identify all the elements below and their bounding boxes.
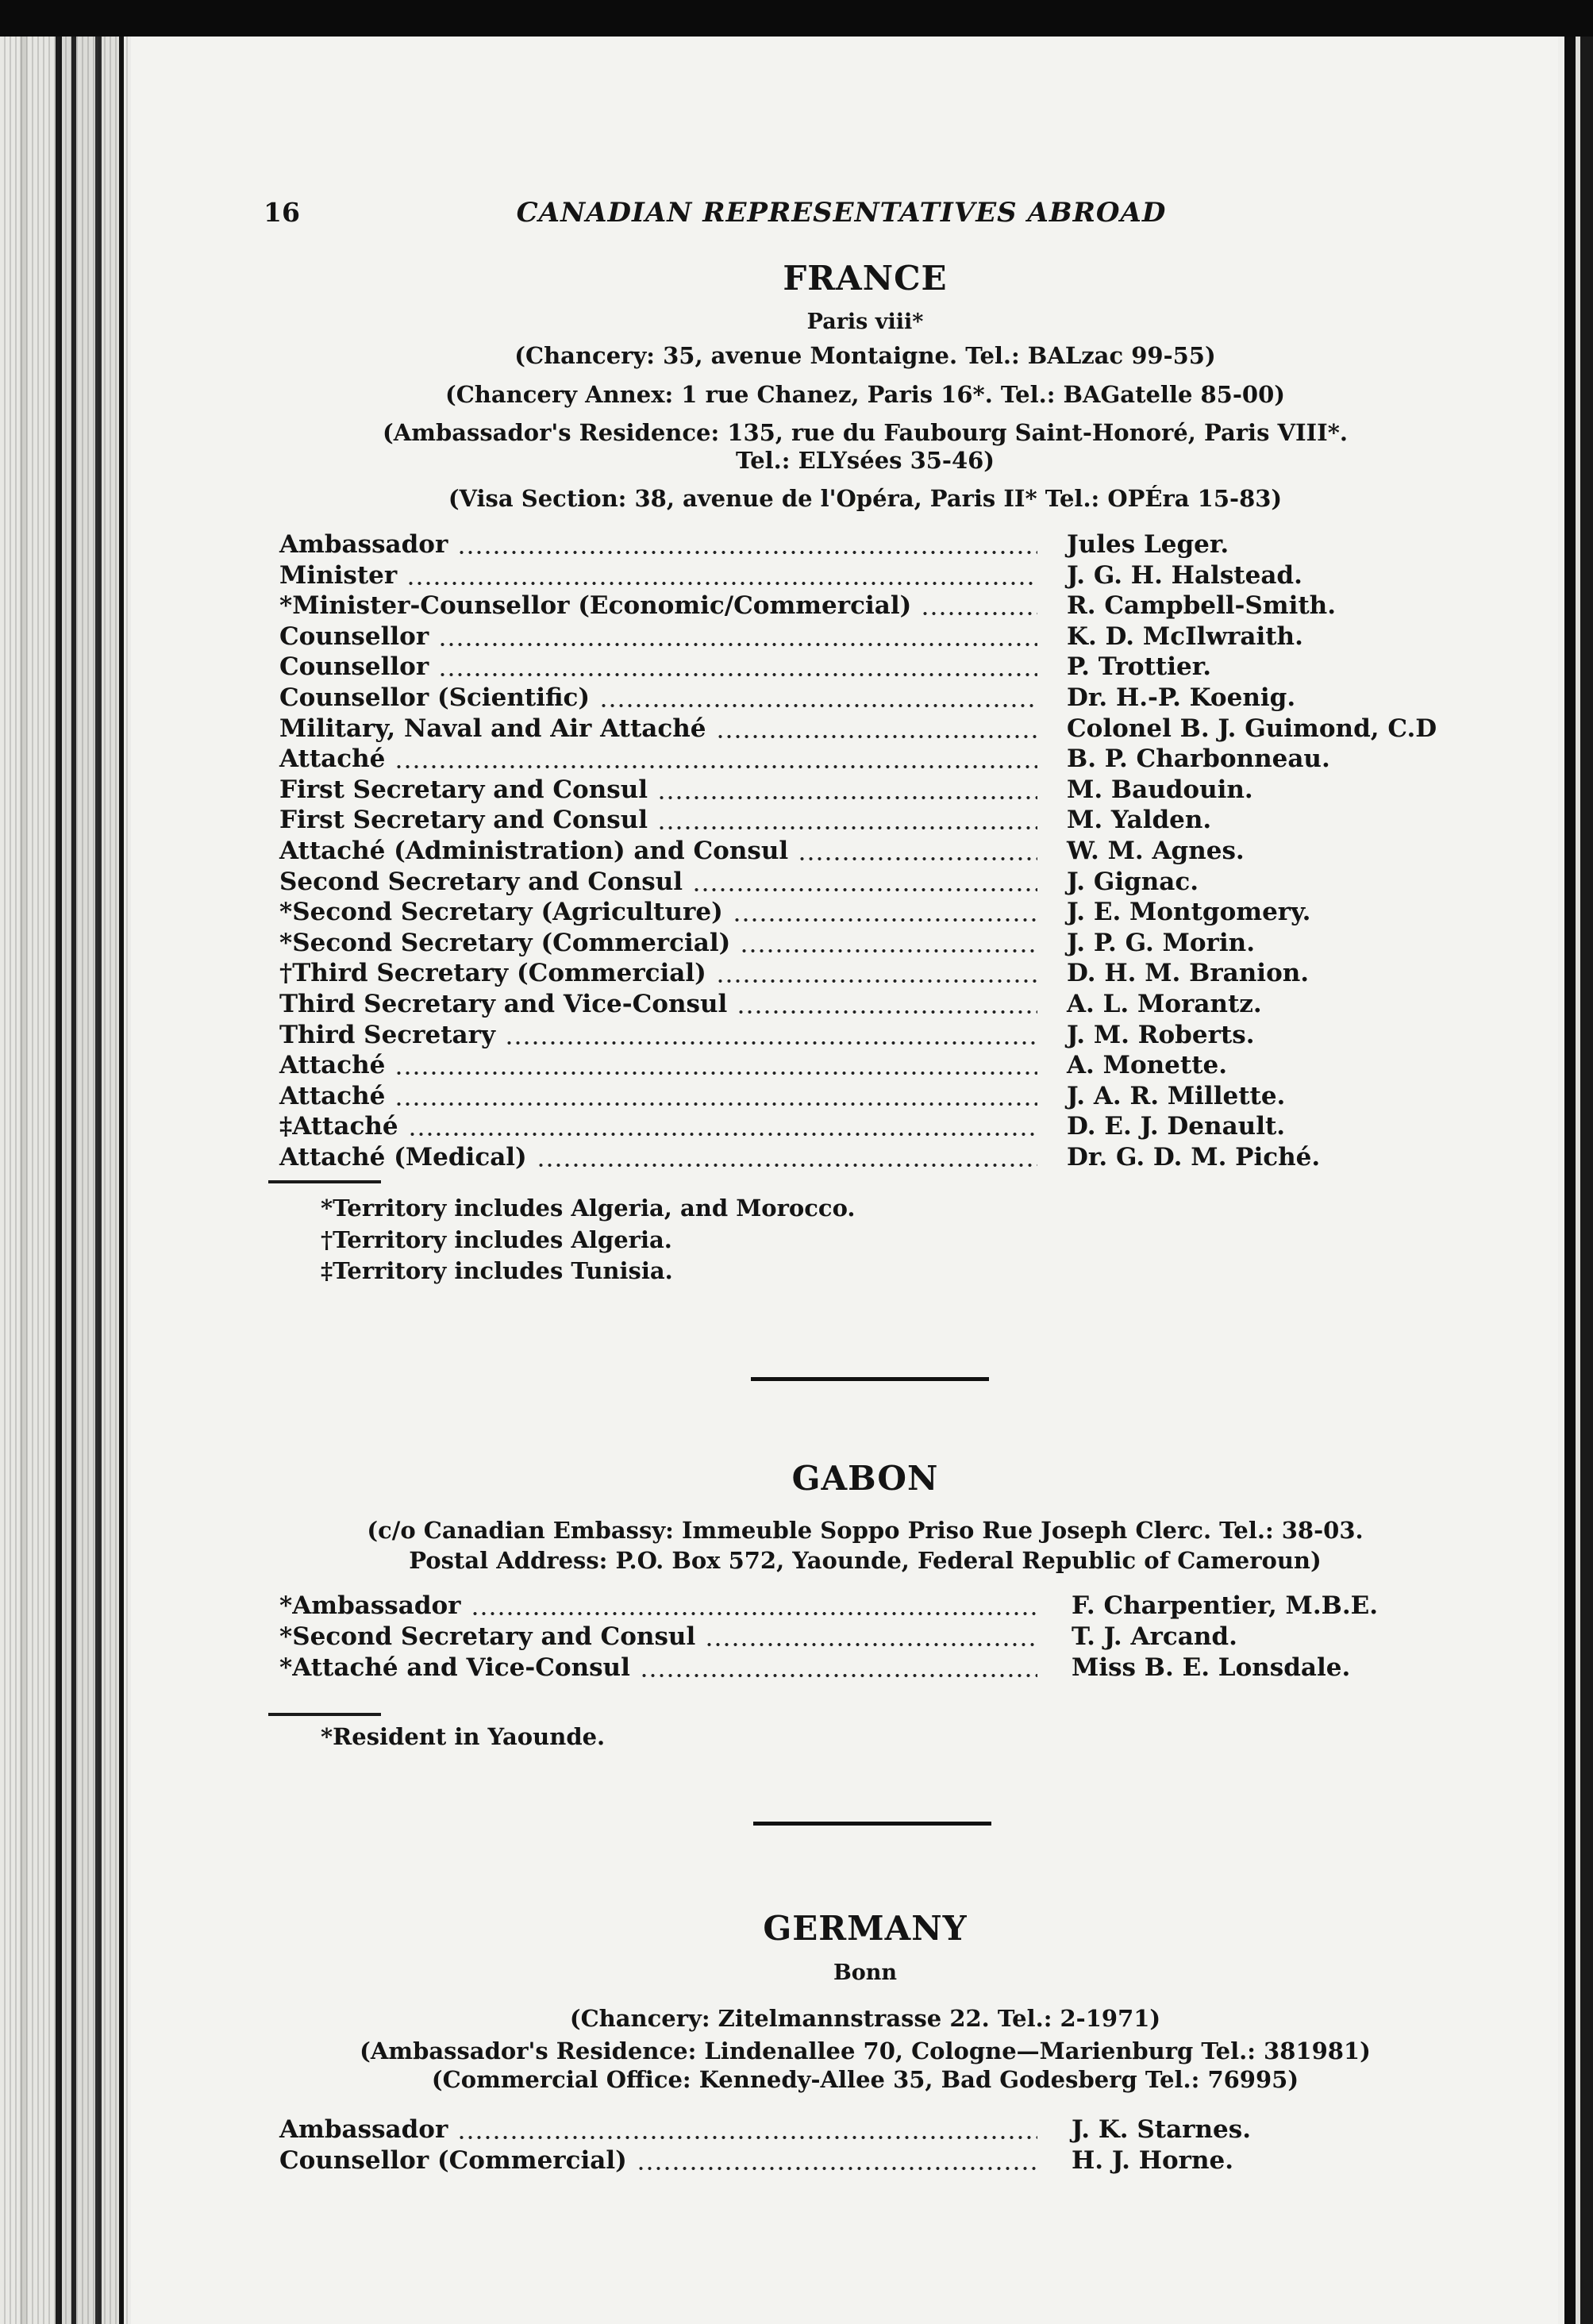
germany-residence-address: (Ambassador's Residence: Lindenallee 70, Cologne—Marienburg Tel.: 381981) bbox=[360, 2037, 1371, 2064]
france-footnote: †Territory includes Algeria. bbox=[321, 1226, 672, 1253]
section-separator bbox=[751, 1377, 989, 1381]
staff-name: J. K. Starnes. bbox=[1072, 2115, 1252, 2144]
leader-dots bbox=[457, 2135, 1037, 2140]
germany-chancery-address: (Chancery: Zitelmannstrasse 22. Tel.: 2-1971) bbox=[569, 2005, 1161, 2032]
leader-dots bbox=[733, 918, 1037, 922]
staff-role: †Third Secretary (Commercial) bbox=[279, 959, 706, 988]
staff-name: W. M. Agnes. bbox=[1067, 837, 1245, 865]
france-visa-address: (Visa Section: 38, avenue de l'Opéra, Paris II* Tel.: OPÉra 15-83) bbox=[448, 485, 1283, 512]
staff-name: J. G. H. Halstead. bbox=[1067, 560, 1302, 590]
staff-role: First Secretary and Consul bbox=[279, 806, 648, 835]
section-title-gabon: GABON bbox=[791, 1459, 939, 1498]
germany-commercial-office-address: (Commercial Office: Kennedy-Allee 35, Bad Godesberg Tel.: 76995) bbox=[431, 2066, 1299, 2093]
staff-role: Counsellor (Scientific) bbox=[279, 683, 591, 712]
staff-name: B. P. Charbonneau. bbox=[1067, 745, 1330, 774]
leader-dots bbox=[640, 1673, 1037, 1678]
staff-name: H. J. Horne. bbox=[1072, 2146, 1234, 2175]
france-city: Paris viii* bbox=[806, 310, 924, 334]
staff-name: Jules Leger. bbox=[1067, 530, 1229, 559]
staff-name: J. E. Montgomery. bbox=[1067, 898, 1311, 927]
staff-role: Third Secretary bbox=[279, 1020, 495, 1049]
section-title-germany: GERMANY bbox=[763, 1909, 968, 1948]
staff-role: Attaché (Medical) bbox=[279, 1143, 527, 1172]
staff-name: P. Trottier. bbox=[1067, 652, 1212, 682]
staff-name: M. Yalden. bbox=[1067, 806, 1212, 835]
leader-dots bbox=[438, 672, 1037, 677]
staff-name: T. J. Arcand. bbox=[1072, 1622, 1237, 1651]
staff-role: ‡Attaché bbox=[279, 1112, 398, 1141]
staff-role: Ambassador bbox=[279, 530, 448, 559]
staff-role: Counsellor bbox=[279, 652, 429, 682]
leader-dots bbox=[505, 1041, 1037, 1045]
page-number: 16 bbox=[264, 197, 300, 228]
staff-role: Ambassador bbox=[279, 2115, 448, 2144]
staff-role: Military, Naval and Air Attaché bbox=[279, 714, 706, 743]
france-chancery-annex-address: (Chancery Annex: 1 rue Chanez, Paris 16*. Tel.: BAGatelle 85-00) bbox=[445, 381, 1285, 408]
staff-name: K. D. McIlwraith. bbox=[1067, 621, 1303, 651]
staff-name: J. P. G. Morin. bbox=[1067, 928, 1255, 957]
leader-dots bbox=[657, 795, 1037, 800]
staff-role: *Minister-Counsellor (Economic/Commercial) bbox=[279, 591, 912, 621]
leader-dots bbox=[406, 581, 1037, 586]
running-title: CANADIAN REPRESENTATIVES ABROAD bbox=[516, 197, 1167, 229]
leader-dots bbox=[737, 1010, 1037, 1014]
leader-dots bbox=[457, 550, 1037, 555]
leader-dots bbox=[716, 734, 1037, 739]
staff-name: Dr. H.-P. Koenig. bbox=[1067, 683, 1296, 712]
leader-dots bbox=[740, 948, 1037, 953]
leader-dots bbox=[394, 1102, 1037, 1106]
staff-role: First Secretary and Consul bbox=[279, 775, 648, 804]
staff-role: *Second Secretary and Consul bbox=[279, 1622, 696, 1651]
staff-role: Attaché bbox=[279, 745, 386, 774]
staff-name: Miss B. E. Lonsdale. bbox=[1072, 1653, 1351, 1682]
leader-dots bbox=[921, 611, 1037, 616]
staff-name: J. M. Roberts. bbox=[1067, 1020, 1255, 1049]
france-residence-address: (Ambassador's Residence: 135, rue du Faubourg Saint-Honoré, Paris VIII*. bbox=[383, 419, 1348, 446]
france-footnote: *Territory includes Algeria, and Morocco. bbox=[321, 1195, 856, 1222]
gabon-footnote: *Resident in Yaounde. bbox=[321, 1723, 606, 1750]
staff-name: J. Gignac. bbox=[1067, 867, 1199, 896]
france-chancery-address: (Chancery: 35, avenue Montaigne. Tel.: BALzac 99-55) bbox=[514, 342, 1216, 369]
staff-role: Attaché (Administration) and Consul bbox=[279, 837, 789, 865]
leader-dots bbox=[705, 1642, 1037, 1647]
leader-dots bbox=[471, 1611, 1037, 1616]
staff-name: A. Monette. bbox=[1067, 1051, 1228, 1080]
staff-role: *Ambassador bbox=[279, 1591, 461, 1620]
section-separator bbox=[753, 1822, 991, 1826]
staff-name: D. E. J. Denault. bbox=[1067, 1112, 1286, 1141]
staff-name: R. Campbell-Smith. bbox=[1067, 591, 1337, 621]
staff-role: Counsellor (Commercial) bbox=[279, 2146, 627, 2175]
staff-role: Attaché bbox=[279, 1081, 386, 1110]
leader-dots bbox=[537, 1163, 1037, 1168]
staff-role: *Attaché and Vice-Consul bbox=[279, 1653, 630, 1682]
gabon-embassy-address: (c/o Canadian Embassy: Immeuble Soppo Priso Rue Joseph Clerc. Tel.: 38-03. bbox=[367, 1517, 1364, 1544]
leader-dots bbox=[599, 703, 1037, 708]
staff-name: A. L. Morantz. bbox=[1067, 990, 1262, 1018]
france-footnote: ‡Territory includes Tunisia. bbox=[321, 1257, 673, 1284]
staff-name: F. Charpentier, M.B.E. bbox=[1072, 1591, 1379, 1620]
leader-dots bbox=[394, 764, 1037, 769]
staff-role: Attaché bbox=[279, 1051, 386, 1080]
staff-role: Minister bbox=[279, 560, 398, 590]
leader-dots bbox=[692, 887, 1037, 892]
staff-role: Third Secretary and Vice-Consul bbox=[279, 990, 728, 1018]
page-header bbox=[238, 197, 1445, 237]
leader-dots bbox=[716, 979, 1037, 983]
staff-role: Second Secretary and Consul bbox=[279, 867, 683, 896]
leader-dots bbox=[657, 825, 1037, 830]
staff-name: D. H. M. Branion. bbox=[1067, 959, 1310, 988]
gabon-postal-address: Postal Address: P.O. Box 572, Yaounde, Federal Republic of Cameroun) bbox=[409, 1547, 1322, 1574]
staff-role: *Second Secretary (Agriculture) bbox=[279, 898, 723, 927]
leader-dots bbox=[394, 1071, 1037, 1075]
france-residence-tel: Tel.: ELYsées 35-46) bbox=[735, 447, 995, 474]
germany-city: Bonn bbox=[833, 1960, 898, 1985]
staff-name: M. Baudouin. bbox=[1067, 775, 1253, 804]
leader-dots bbox=[637, 2166, 1037, 2171]
staff-role: *Second Secretary (Commercial) bbox=[279, 928, 731, 957]
staff-name: Dr. G. D. M. Piché. bbox=[1067, 1143, 1321, 1172]
leader-dots bbox=[408, 1132, 1037, 1137]
leader-dots bbox=[438, 642, 1037, 647]
leader-dots bbox=[798, 856, 1037, 861]
section-title-france: FRANCE bbox=[783, 259, 948, 298]
footnote-rule bbox=[268, 1713, 381, 1716]
staff-name: J. A. R. Millette. bbox=[1067, 1081, 1286, 1110]
footnote-rule bbox=[268, 1180, 381, 1183]
scan-top-border bbox=[0, 0, 1593, 37]
staff-name: Colonel B. J. Guimond, C.D bbox=[1067, 714, 1437, 743]
staff-role: Counsellor bbox=[279, 621, 429, 651]
